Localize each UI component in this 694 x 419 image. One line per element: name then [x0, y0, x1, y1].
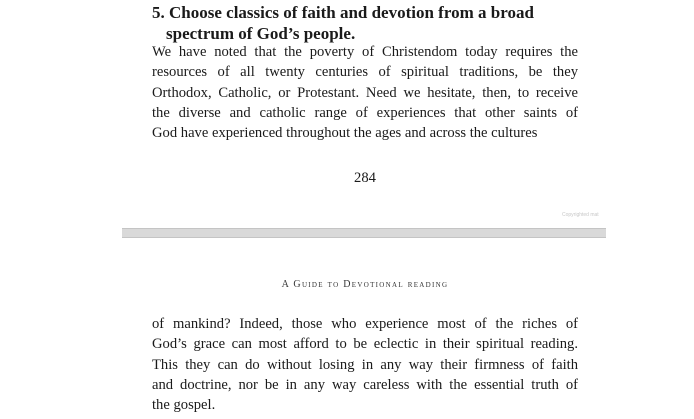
section-heading-line-2: spectrum of God’s people. [166, 24, 356, 43]
text-line: This they can do without losing in any way their firmness of faith [152, 356, 578, 373]
text-line: resources of all twenty centuries of spiritual traditions, be they [152, 64, 578, 81]
text-line: the gospel. [152, 397, 216, 414]
text-line: the diverse and catholic range of experiences that other saints of [152, 104, 578, 121]
text-line: of mankind? Indeed, those who experience most of the riches of [152, 316, 578, 332]
text-line: Orthodox, Catholic, or Protestant. Need we hesitate, then, to receive [152, 84, 578, 101]
section-heading-line-1: 5. Choose classics of faith and devotion from a broad [152, 3, 534, 22]
text-line: and doctrine, nor be in any way careless with the essential truth of [152, 376, 578, 393]
running-head: A Guide to Devotional reading [281, 279, 449, 290]
page-separator [122, 228, 606, 238]
body-paragraph-bottom [152, 314, 578, 415]
text-line: We have noted that the poverty of Christendom today requires the [152, 44, 578, 60]
text-line: God’s grace can most afford to be eclectic in their spiritual reading. [152, 336, 578, 353]
text-line: God have experienced throughout the ages and across the cultures [152, 125, 538, 142]
page-number: 284 [354, 170, 376, 186]
section-heading [152, 2, 572, 44]
body-paragraph-top [152, 42, 578, 143]
copyright-watermark: Copyrighted mat [562, 212, 599, 218]
